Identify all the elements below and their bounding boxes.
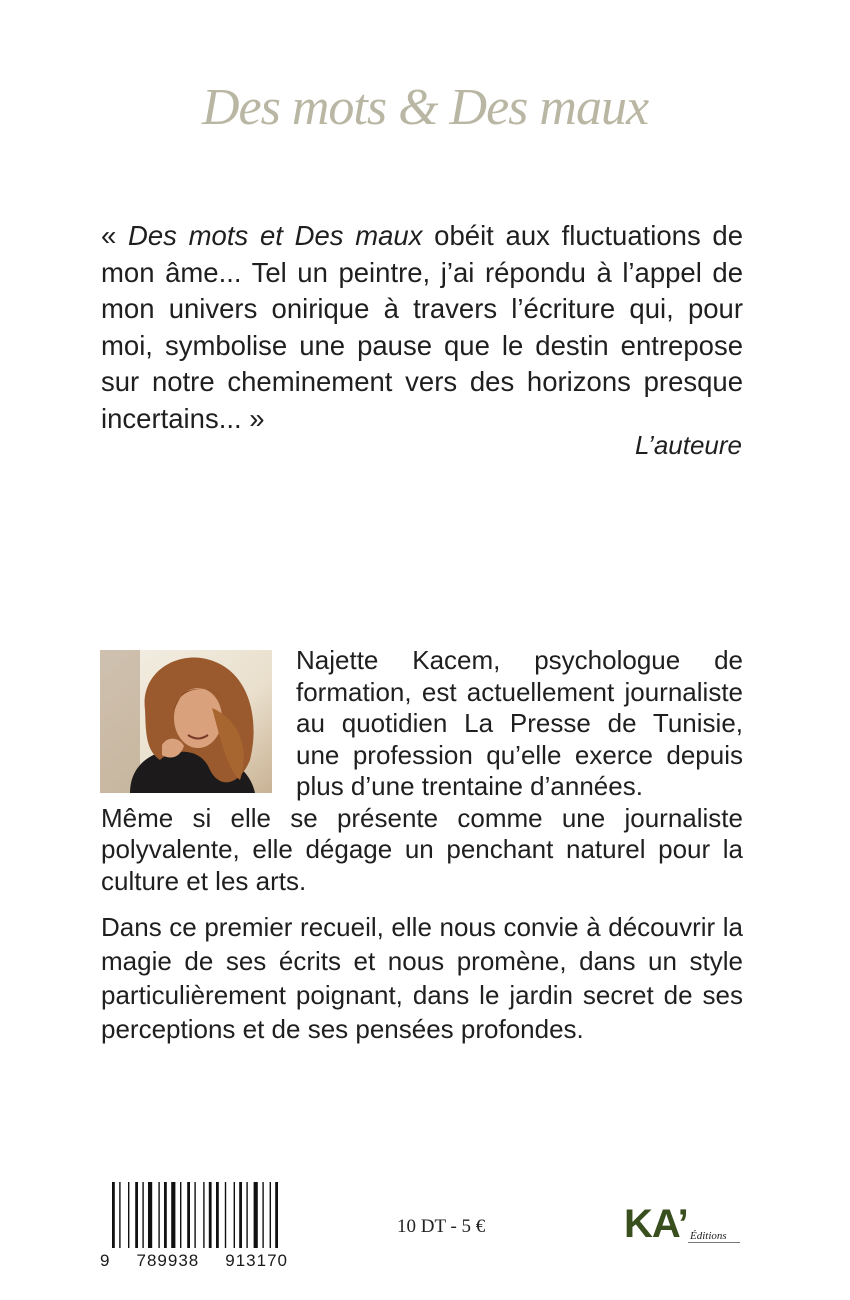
- barcode-bar: [164, 1182, 167, 1248]
- barcode-bar: [187, 1182, 190, 1248]
- barcode-digit-group: 789938: [136, 1251, 200, 1270]
- quote-book-title: Des mots et Des maux: [128, 220, 423, 251]
- barcode-bar: [128, 1182, 129, 1248]
- quote-text: obéit aux fluctuations de mon âme... Tel un peintre, j’ai répondu à l’appel de mon univers onirique à travers l’écriture qui, pour moi, symbolise une pause que le destin entrepose sur notre cheminement vers des horizons presque incertains... »: [101, 220, 743, 434]
- barcode-bar: [119, 1182, 120, 1248]
- barcode-bar: [262, 1182, 263, 1248]
- publisher-logo: [622, 1202, 744, 1250]
- barcode-bar: [171, 1182, 175, 1248]
- barcode-bar: [275, 1182, 278, 1248]
- barcode-number: [100, 1251, 288, 1271]
- barcode-bar: [246, 1182, 247, 1248]
- barcode-bar: [148, 1182, 152, 1248]
- barcode-bar: [234, 1182, 235, 1248]
- book-title: Des mots & Des maux: [201, 79, 649, 136]
- barcode-bar: [225, 1182, 226, 1248]
- barcode-bar: [194, 1182, 195, 1248]
- book-quote: [101, 218, 743, 437]
- barcode-bar: [180, 1182, 181, 1248]
- barcode-bar: [203, 1182, 204, 1248]
- barcode-bar: [112, 1182, 115, 1248]
- publisher-logo-text: KA’: [624, 1202, 688, 1246]
- barcode-bar: [158, 1182, 159, 1248]
- author-bio: [101, 645, 743, 897]
- barcode-bar: [254, 1182, 258, 1248]
- bio-paragraph-1: Najette Kacem, psychologue de formation, est actuellement journaliste au quotidien La Presse de Tunisie, une profession qu’elle exerce depuis plus d’une trentaine d’années.: [296, 645, 743, 801]
- barcode-digit-group: 9: [100, 1251, 111, 1270]
- book-price: 10 DT - 5 €: [397, 1216, 486, 1237]
- quote-signature: L’auteure: [635, 430, 742, 460]
- barcode-bar: [216, 1182, 219, 1248]
- barcode-bar: [209, 1182, 212, 1248]
- barcode-bar: [239, 1182, 242, 1248]
- bio-paragraph-2: Même si elle se présente comme une journaliste polyvalente, elle dégage un penchant naturel pour la culture et les arts.: [101, 802, 743, 896]
- bio-paragraph-3: Dans ce premier recueil, elle nous convie à découvrir la magie de ses écrits et nous promène, dans un style particulièrement poignant, dans le jardin secret de ses perceptions et de ses pensées profondes.: [101, 912, 743, 1044]
- barcode-digit-group: 913170: [225, 1251, 288, 1270]
- barcode-bar: [142, 1182, 143, 1248]
- barcode-bar: [270, 1182, 271, 1248]
- quote-open: «: [101, 220, 129, 251]
- barcode-bar: [135, 1182, 138, 1248]
- publisher-logo-subtext: Éditions: [690, 1230, 727, 1242]
- publisher-logo-rule: [688, 1242, 740, 1243]
